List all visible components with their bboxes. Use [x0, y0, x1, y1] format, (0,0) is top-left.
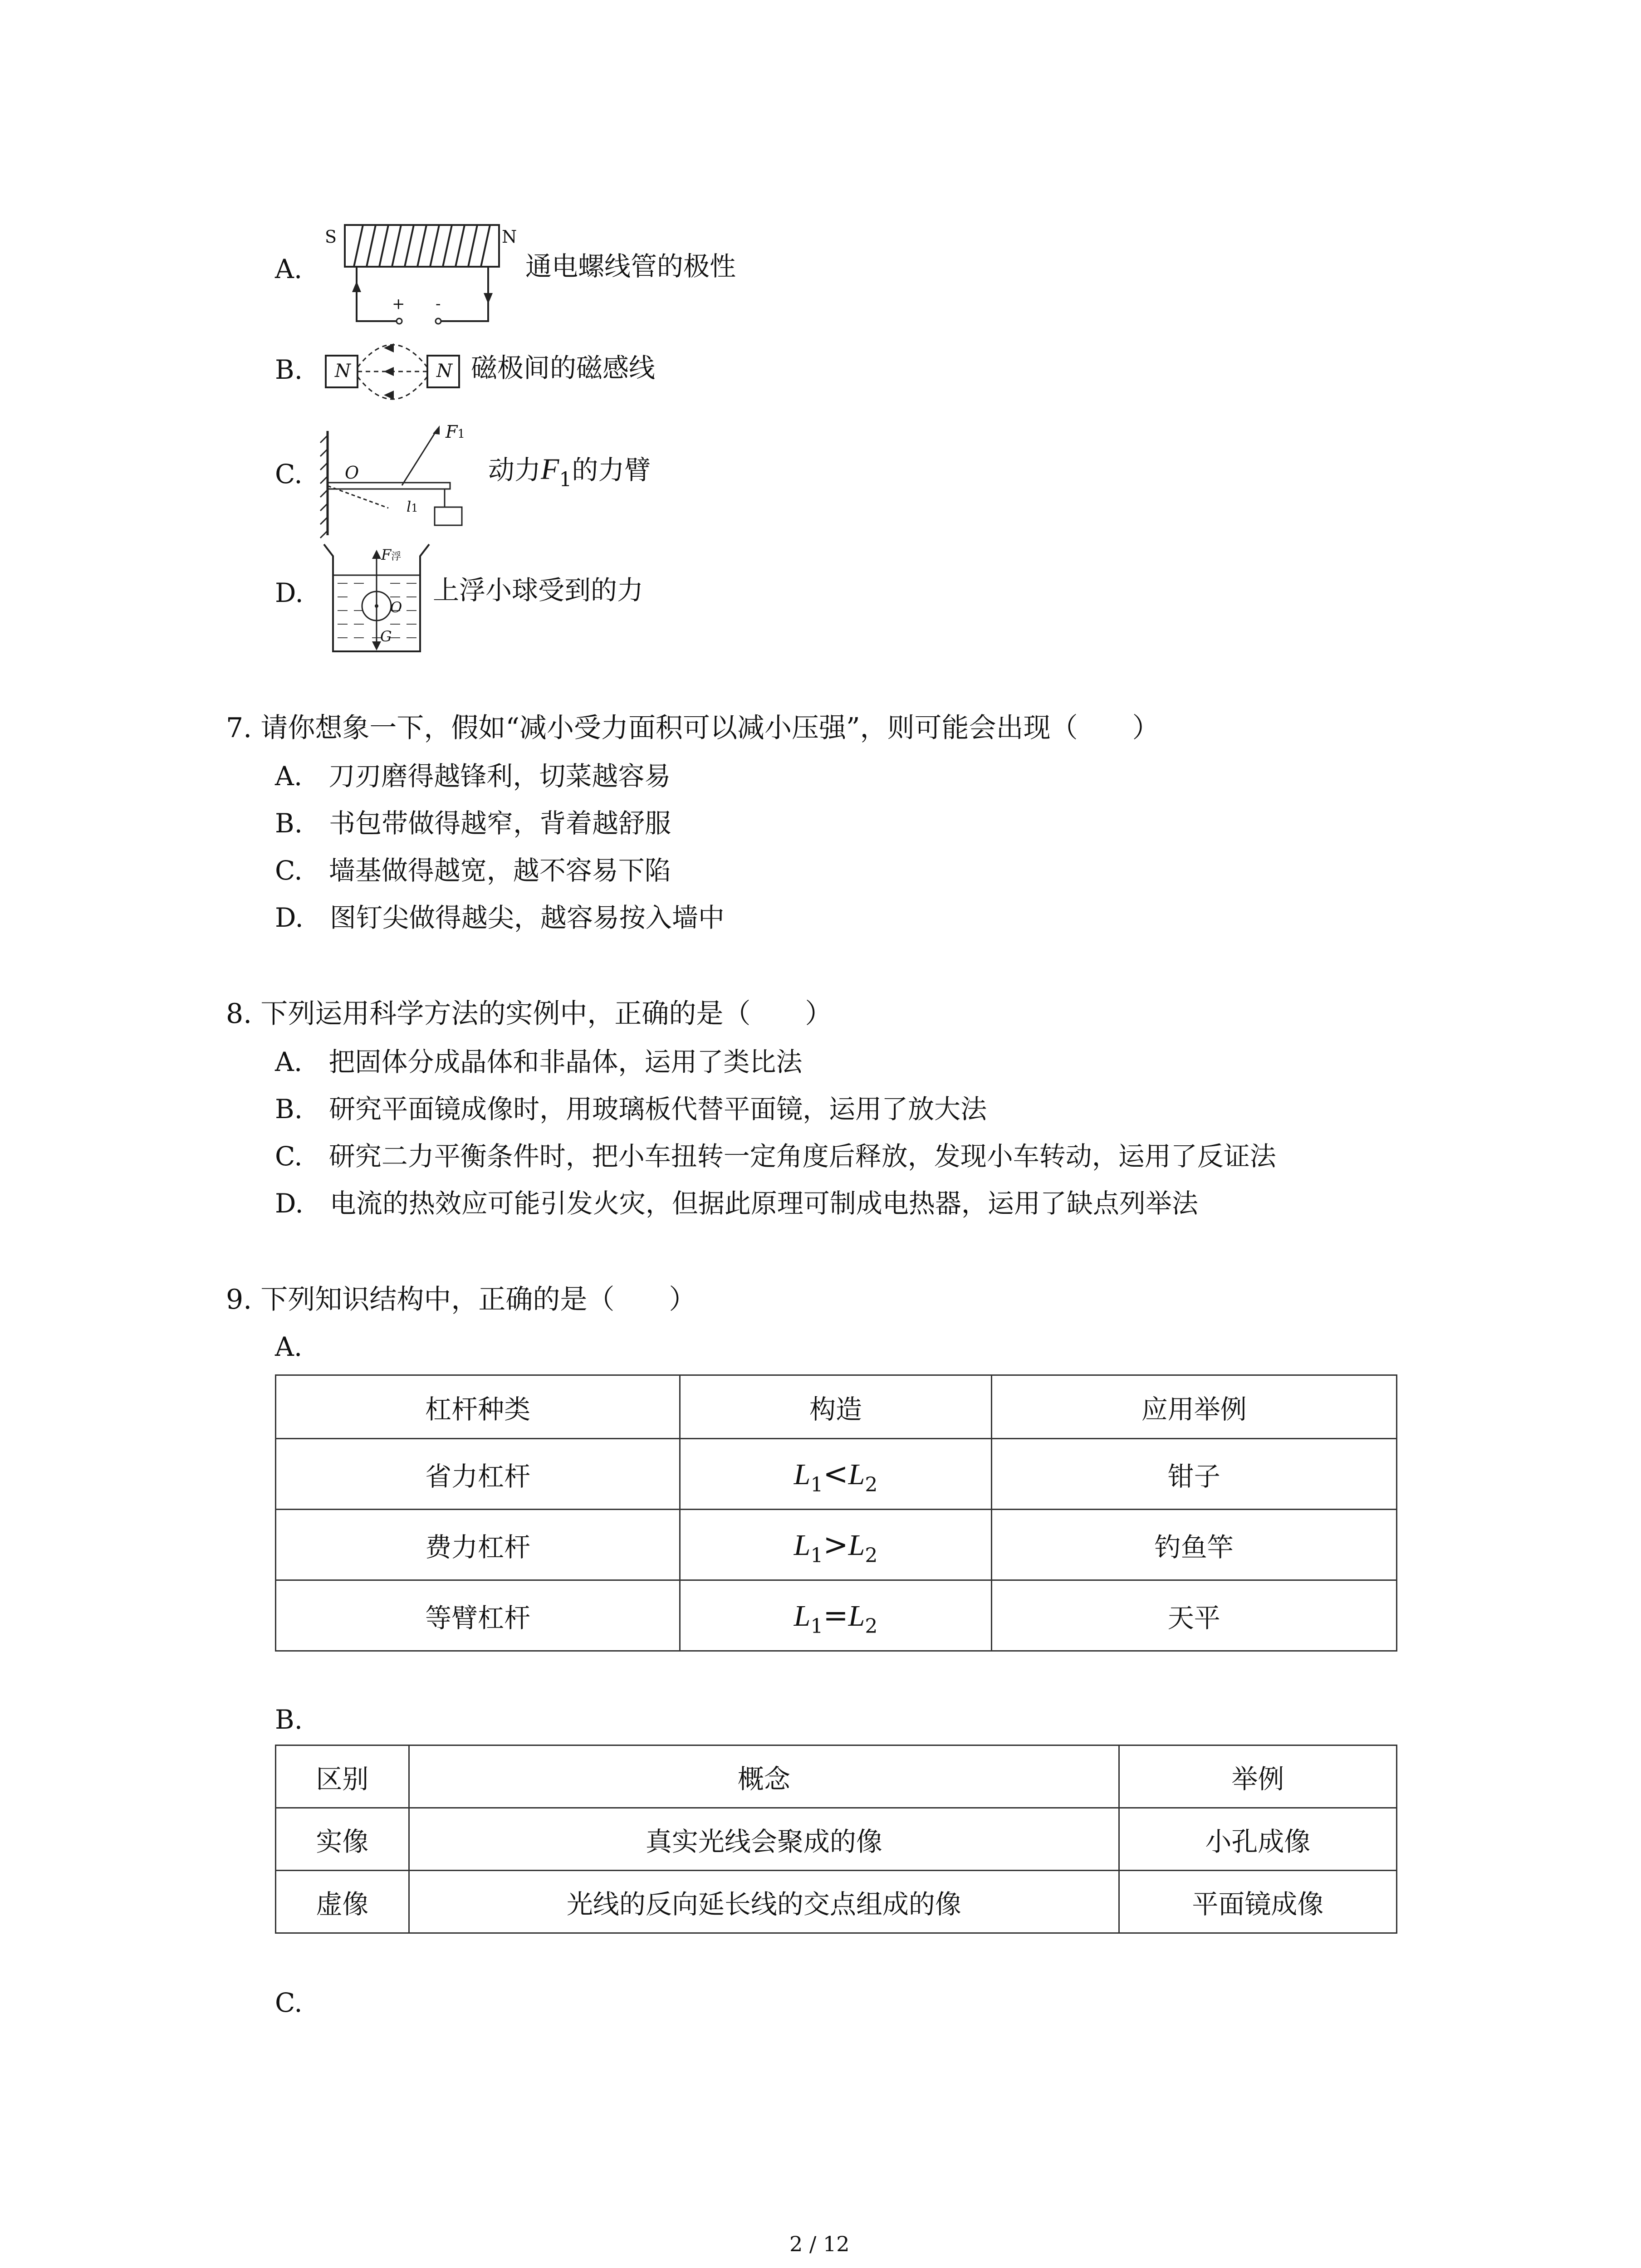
- q6-option-d-text: 上浮小球受到的力: [433, 575, 644, 606]
- table-header-cell: 区别: [276, 1745, 409, 1808]
- magnet-left-n-label: N: [335, 361, 351, 381]
- q8-option-a: A. 把固体分成晶体和非晶体，运用了类比法: [275, 1046, 803, 1077]
- q6-option-a-text: 通电螺线管的极性: [525, 251, 736, 282]
- q6-option-b-letter: B.: [275, 354, 303, 385]
- table-header-cell: 构造: [680, 1375, 991, 1439]
- q7-option-c: C. 墙基做得越宽，越不容易下陷: [275, 855, 671, 886]
- q6-option-c-letter: C.: [275, 459, 303, 489]
- lever-structure-cell: $L_1=L_2$: [680, 1580, 991, 1651]
- terminal-minus-label: -: [436, 295, 441, 313]
- terminal-plus-label: +: [392, 295, 405, 313]
- lever-figure: [311, 422, 502, 540]
- solenoid-figure: [318, 213, 526, 336]
- lever-o-label: O: [345, 463, 359, 483]
- q8-stem: 8. 下列运用科学方法的实例中，正确的是（ ）: [226, 998, 833, 1030]
- q7-option-a: A. 刀刃磨得越锋利，切菜越容易: [275, 761, 671, 792]
- gravity-g-label: G: [380, 628, 392, 645]
- lever-l1-label: l1: [407, 498, 418, 515]
- solenoid-s-label: S: [325, 227, 337, 247]
- table-header-cell: 杠杆种类: [276, 1375, 680, 1439]
- table-row: 实像 真实光线会聚成的像 小孔成像: [276, 1808, 1397, 1871]
- q8-option-c: C. 研究二力平衡条件时，把小车扭转一定角度后释放，发现小车转动，运用了反证法: [275, 1141, 1276, 1172]
- ball-center-o-label: O: [390, 599, 402, 616]
- magnet-right-n-label: N: [436, 361, 452, 381]
- q6-option-a-letter: A.: [275, 254, 303, 284]
- q9-stem: 9. 下列知识结构中，正确的是（ ）: [226, 1284, 696, 1315]
- q9-option-a-letter: A.: [275, 1331, 303, 1362]
- image-types-table: [275, 1745, 1397, 1934]
- table-row: 省力杠杆 $L_1<L_2$ 钳子: [276, 1439, 1397, 1510]
- table-row: 费力杠杆 $L_1>L_2$ 钓鱼竿: [276, 1510, 1397, 1580]
- q8-option-d: D. 电流的热效应可能引发火灾，但据此原理可制成电热器，运用了缺点列举法: [275, 1188, 1198, 1219]
- lever-structure-cell: $L_1>L_2$: [680, 1510, 991, 1580]
- q8-option-b: B. 研究平面镜成像时，用玻璃板代替平面镜，运用了放大法: [275, 1094, 987, 1124]
- table-row: 虚像 光线的反向延长线的交点组成的像 平面镜成像: [276, 1871, 1397, 1933]
- lever-f1-label: F1: [446, 422, 465, 442]
- q7-option-b: B. 书包带做得越窄，背着越舒服: [275, 808, 671, 839]
- q7-option-d: D. 图钉尖做得越尖，越容易按入墙中: [275, 902, 725, 933]
- beaker-figure: [322, 543, 431, 656]
- solenoid-n-label: N: [502, 227, 517, 247]
- lever-structure-cell: $L_1<L_2$: [680, 1439, 991, 1510]
- table-row: 等臂杠杆 $L_1=L_2$ 天平: [276, 1580, 1397, 1651]
- q9-option-b-letter: B.: [275, 1704, 303, 1735]
- page-number: 2 / 12: [789, 2232, 850, 2256]
- table-header-cell: 概念: [409, 1745, 1119, 1808]
- q7-stem: 7. 请你想象一下，假如“减小受力面积可以减小压强”，则可能会出现（ ）: [226, 712, 1160, 744]
- lever-types-table: [275, 1374, 1397, 1652]
- q6-option-c-text: 动力$F_1$的力臂: [488, 453, 651, 491]
- buoyancy-label: F浮: [381, 546, 402, 563]
- q6-option-b-text: 磁极间的磁感线: [471, 352, 656, 383]
- table-header-cell: 应用举例: [991, 1375, 1396, 1439]
- q6-option-d-letter: D.: [275, 577, 304, 608]
- table-header-cell: 举例: [1119, 1745, 1396, 1808]
- q9-option-c-letter: C.: [275, 1987, 303, 2018]
